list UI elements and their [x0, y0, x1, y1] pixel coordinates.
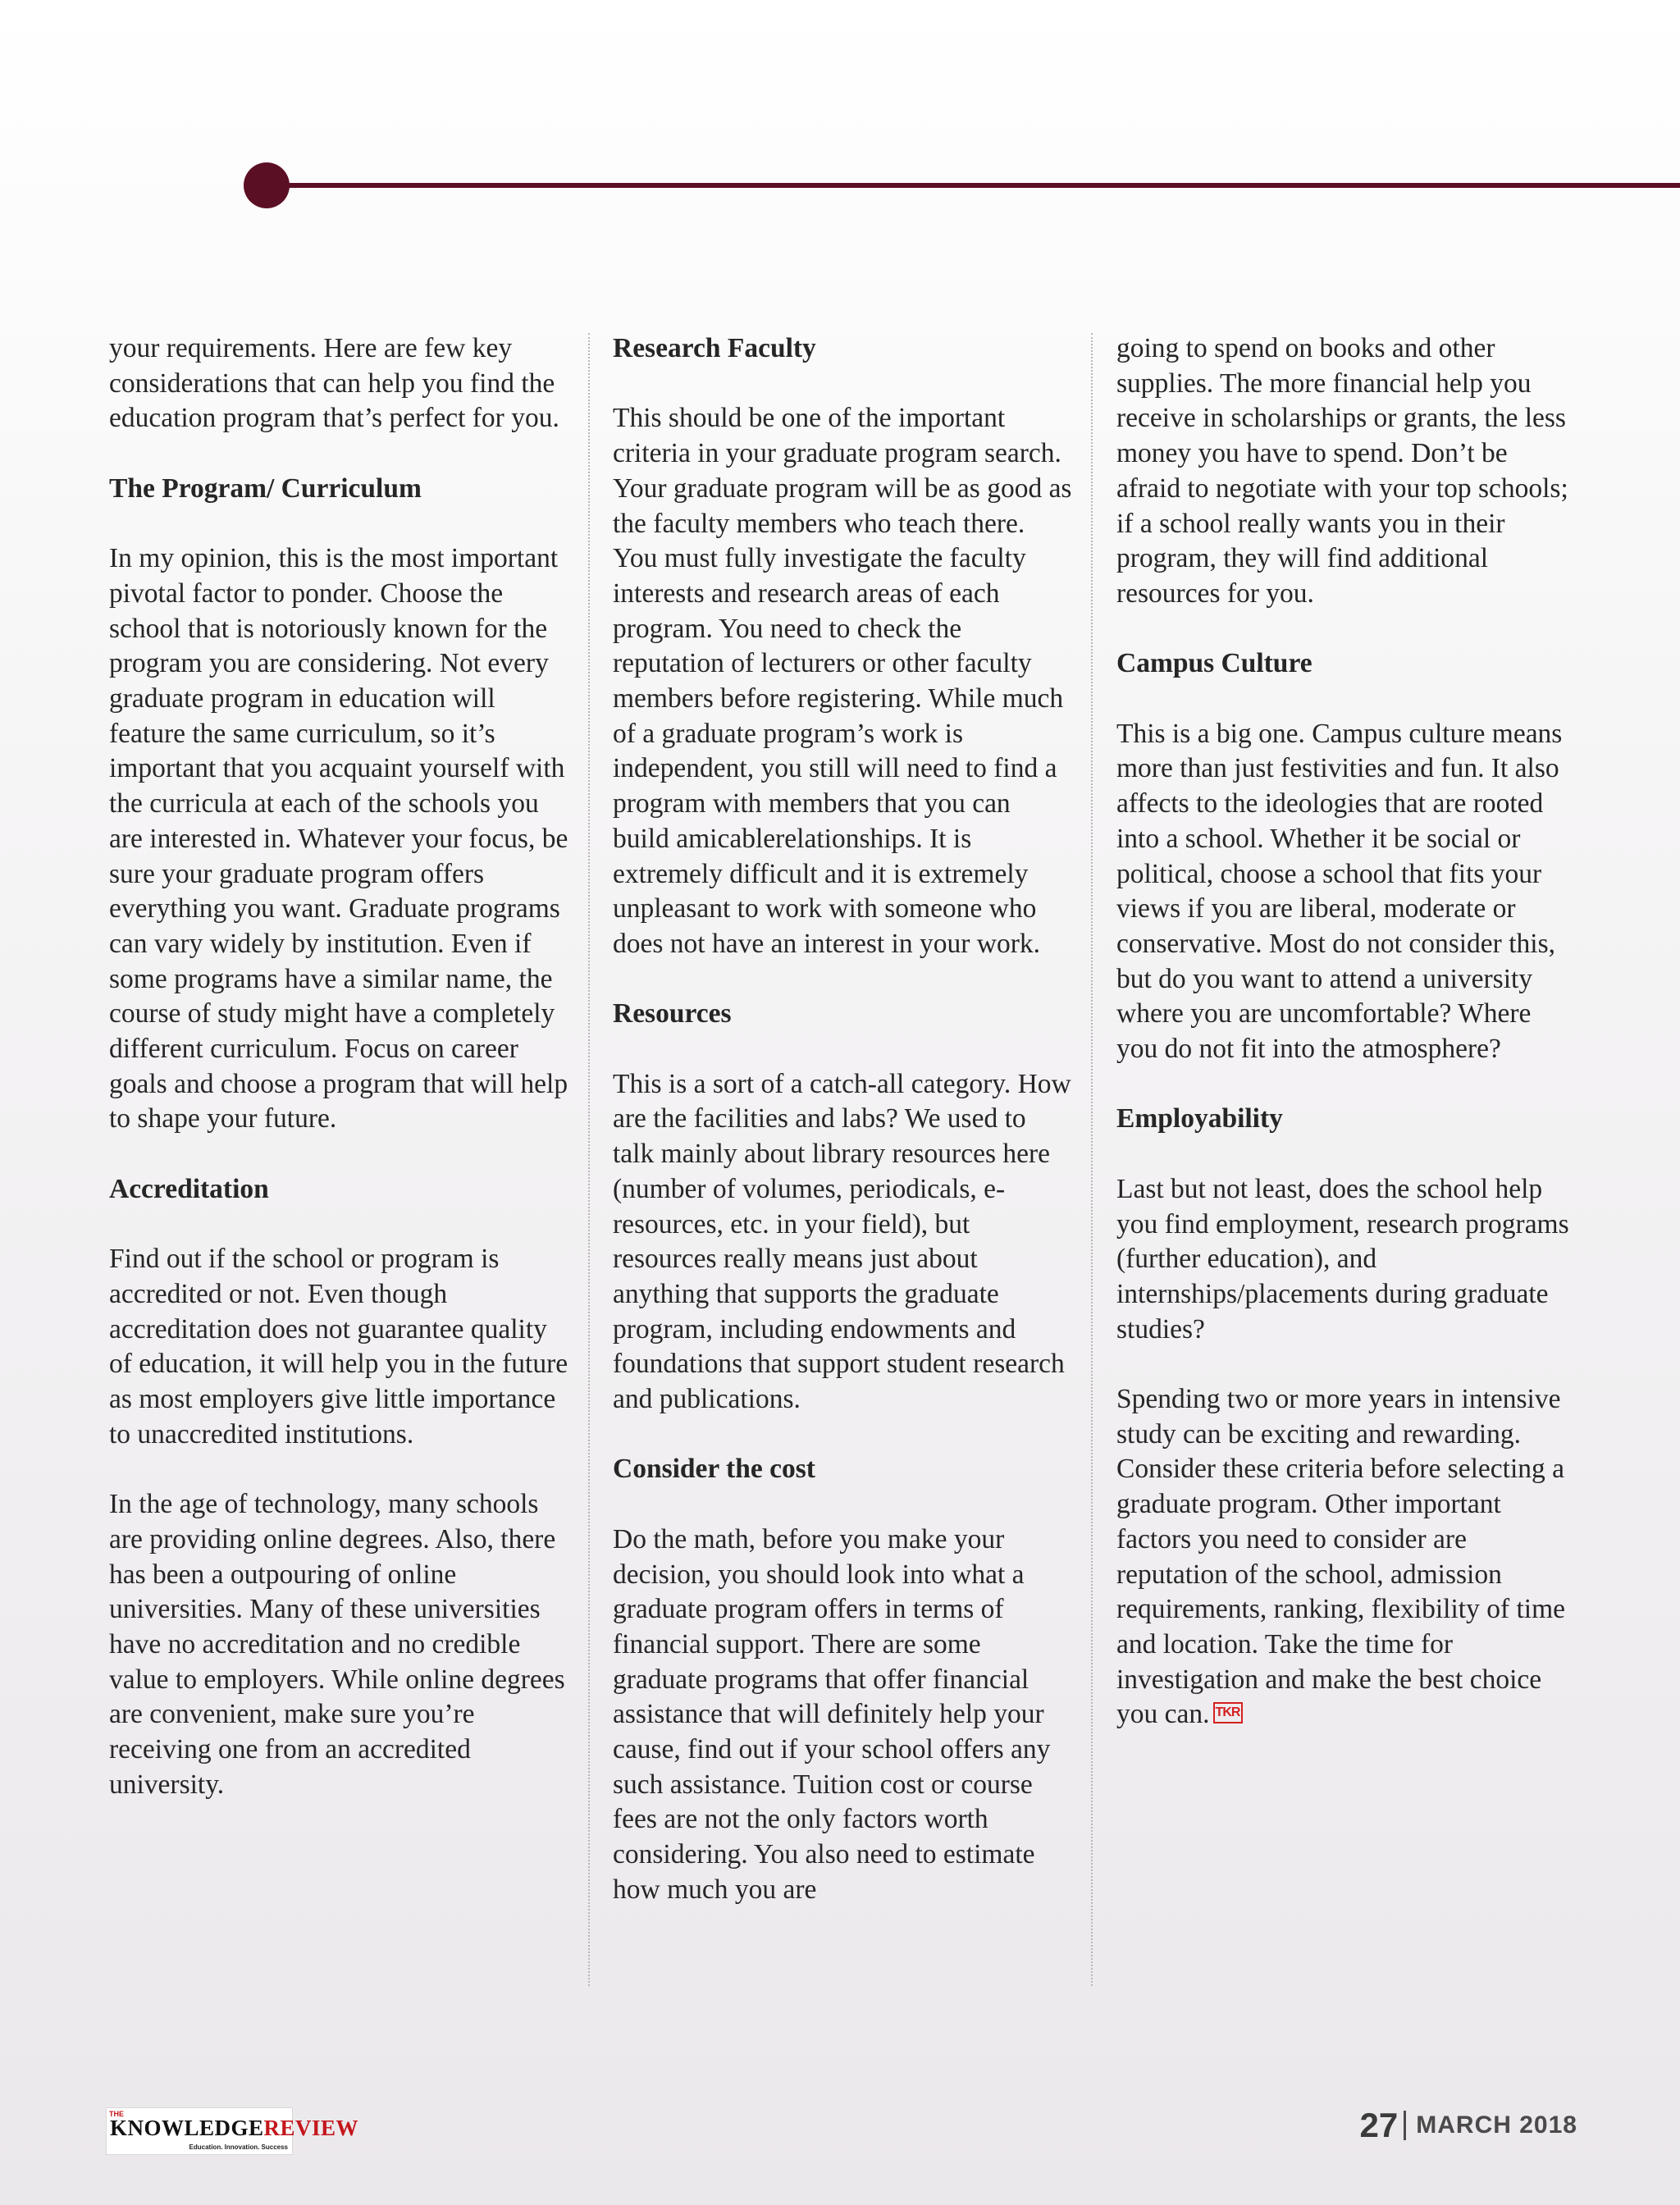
header-rule [271, 183, 1680, 188]
paragraph: Do the math, before you make your decision, you should look into what a graduate program offers in terms of financial support. There are some graduate programs that offer financial assistance that will definitely help your cause, find out if your school offers any such assistance. Tuition cost or course fees are not the only factors worth considering. You also need to estimate how much you are [613, 1523, 1051, 1905]
paragraph: your requirements. Here are few key considerations that can help you find the education program that’s perfect for you. [109, 333, 559, 434]
logo-wordmark [110, 2115, 358, 2141]
article-column-3 [1116, 331, 1576, 1732]
article-column-1 [109, 331, 568, 1802]
closing-paragraph [1116, 1382, 1576, 1732]
column-divider [588, 333, 590, 1986]
end-mark-icon: TKR [1213, 1702, 1243, 1723]
paragraph: In my opinion, this is the most important pivotal factor to ponder. Choose the school that is notoriously known for the program you are considering. Not every graduate program in education will feature the same curriculum, so it’s important that you acquaint yourself with the curricula at each of the schools you are interested in. Whatever your focus, be sure your graduate program offers everything you want. Graduate programs can vary widely by institution. Even if some programs have a similar name, the course of study might have a completely different curriculum. Focus on career goals and choose a program that will help to shape your future. [109, 543, 568, 1134]
section-heading: Consider the cost [613, 1454, 815, 1485]
page-folio [1360, 2105, 1577, 2146]
folio-separator [1404, 2111, 1406, 2140]
header-rule-dot [244, 162, 290, 208]
issue-date: MARCH 2018 [1416, 2111, 1577, 2139]
paragraph: going to spend on books and other supplies. The more financial help you receive in scholarships or grants, the less money you have to spend. Don’t be afraid to negotiate with your top schools; if a school really wants you in their program, they will find additional resources for you. [1116, 333, 1568, 609]
publication-logo [106, 2107, 359, 2155]
paragraph-text: Spending two or more years in intensive study can be exciting and rewarding. Consider these criteria before selecting a graduate program. Other important factors you need to consider are reputation of the school, admission requirements, ranking, flexibility of time and location. Take the time for investigation and make the best choice you can. [1116, 1384, 1566, 1730]
section-heading: Resources [613, 998, 732, 1029]
paragraph: Last but not least, does the school help you find employment, research programs (further education), and internships/placements during graduate studies? [1116, 1173, 1569, 1344]
paragraph: In the age of technology, many schools are providing online degrees. Also, there has been a outpouring of online universities. Many of these universities have no accreditation and no credible value to employers. While online degrees are convenient, make sure you’re receiving one from an accredited university. [109, 1489, 565, 1800]
column-divider [1091, 333, 1093, 1986]
page-number: 27 [1359, 2106, 1399, 2144]
logo-knowledge: KNOWLEDGE [110, 2116, 264, 2140]
section-heading: Accreditation [109, 1173, 269, 1204]
paragraph: This is a big one. Campus culture means more than just festivities and fun. It also affects to the ideologies that are rooted into a school. Whether it be social or political, choose a school that fits your views if you are liberal, moderate or conservative. Most do not consider this, but do you want to attend a university where you are uncomfortable? Where you do not fit into the atmosphere? [1116, 718, 1563, 1065]
section-heading: The Program/ Curriculum [109, 472, 422, 504]
paragraph: Find out if the school or program is accredited or not. Even though accreditation does not guarantee quality of education, it will help you in the future as most employers give little importance to unaccredited institutions. [109, 1244, 568, 1449]
logo-the: THE [109, 2110, 124, 2118]
section-heading: Campus Culture [1116, 648, 1312, 679]
article-column-2 [613, 331, 1072, 1908]
section-heading: Employability [1116, 1103, 1283, 1134]
logo-review: REVIEW [263, 2116, 359, 2140]
logo-tagline: Education. Innovation. Success [189, 2143, 288, 2151]
paragraph: This should be one of the important criteria in your graduate program search. Your graduate program will be as good as the faculty members who teach there. You must fully investigate the faculty interests and research areas of each program. You need to check the reputation of lecturers or other faculty members before registering. While much of a graduate program’s work is independent, you still will need to find a program with members that you can build amicablerelationships. It is extremely difficult and it is extremely unpleasant to work with someone who does not have an interest in your work. [613, 403, 1072, 959]
section-heading: Research Faculty [613, 333, 816, 363]
paragraph: This is a sort of a catch-all category. How are the facilities and labs? We used to talk mainly about library resources here (number of volumes, periodicals, e- resources, etc. in your field), but resources really means just about anything that supports the graduate program, including endowments and foundations that support student research and publications. [613, 1068, 1071, 1415]
